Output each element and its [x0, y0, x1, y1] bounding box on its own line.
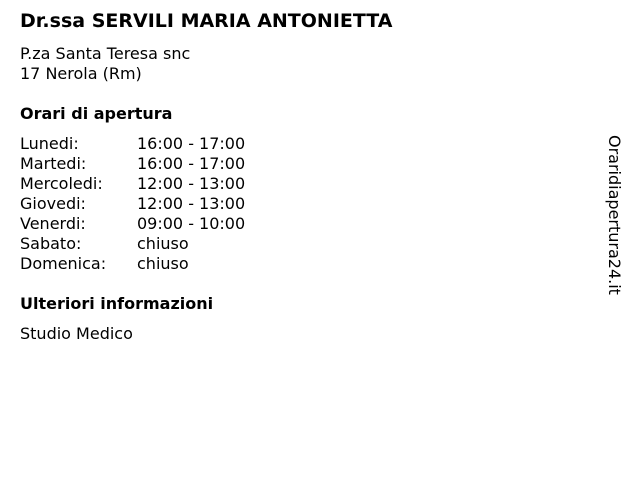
time-value: 09:00 - 10:00: [137, 214, 246, 233]
time-value: chiuso: [137, 234, 189, 253]
hours-row-sunday: [20, 254, 245, 274]
site-watermark: Oraridiapertura24.it: [605, 135, 624, 295]
time-value: 12:00 - 13:00: [137, 174, 246, 193]
opening-hours-heading: Orari di apertura: [20, 104, 173, 123]
page-title: Dr.ssa SERVILI MARIA ANTONIETTA: [20, 10, 393, 32]
time-value: 16:00 - 17:00: [137, 154, 246, 173]
day-label: Giovedi:: [20, 194, 86, 213]
day-label: Venerdi:: [20, 214, 86, 233]
opening-hours-table: [20, 134, 245, 274]
hours-row-wednesday: [20, 174, 245, 194]
hours-row-thursday: [20, 194, 245, 214]
additional-info-heading: Ulteriori informazioni: [20, 294, 214, 313]
day-label: Sabato:: [20, 234, 82, 253]
day-label: Mercoledi:: [20, 174, 103, 193]
hours-row-friday: [20, 214, 245, 234]
address-city: 17 Nerola (Rm): [20, 64, 142, 83]
time-value: 12:00 - 13:00: [137, 194, 246, 213]
time-value: 16:00 - 17:00: [137, 134, 246, 153]
address-street: P.za Santa Teresa snc: [20, 44, 191, 63]
hours-row-saturday: [20, 234, 245, 254]
hours-row-monday: [20, 134, 245, 154]
time-value: chiuso: [137, 254, 189, 273]
hours-row-tuesday: [20, 154, 245, 174]
additional-info-text: Studio Medico: [20, 324, 133, 343]
day-label: Martedi:: [20, 154, 87, 173]
day-label: Domenica:: [20, 254, 107, 273]
address: [20, 44, 190, 84]
day-label: Lunedi:: [20, 134, 79, 153]
